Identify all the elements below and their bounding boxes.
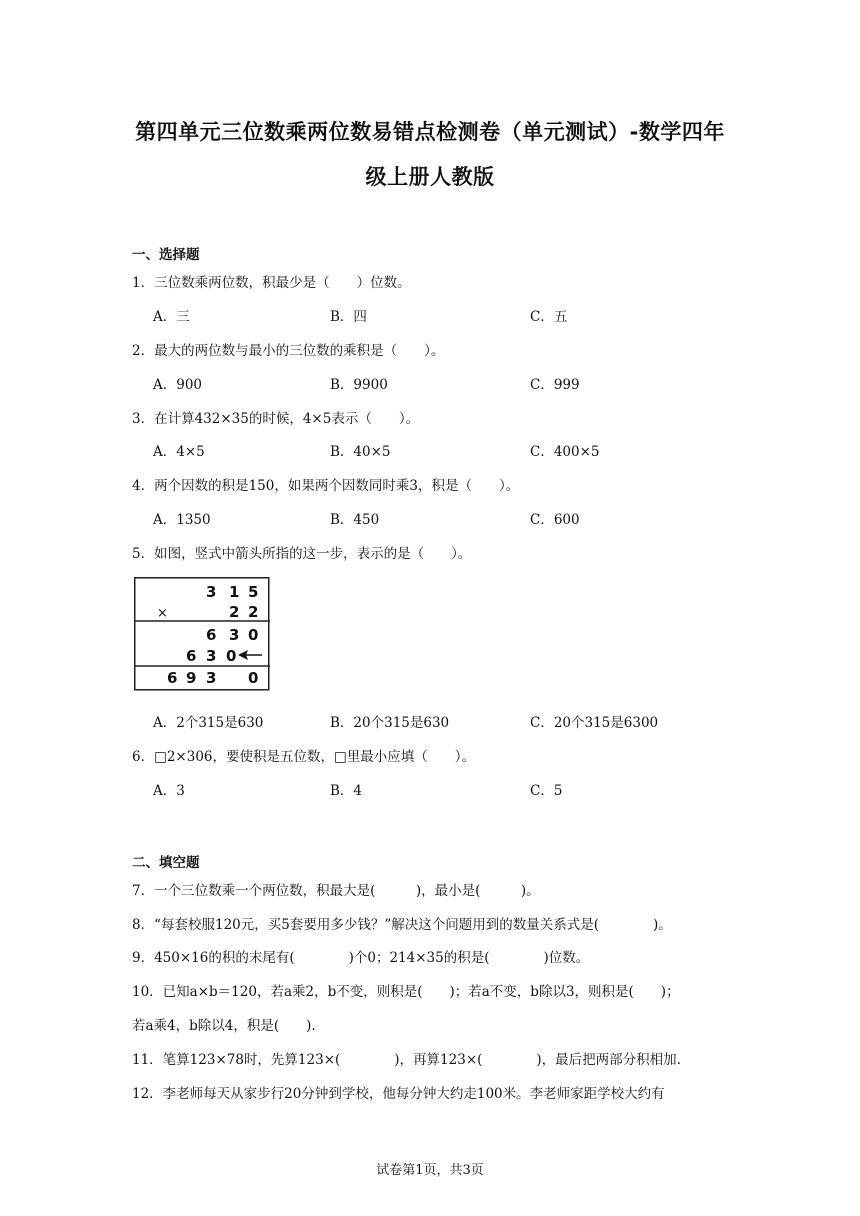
- option-a: A．900: [153, 377, 203, 393]
- digit: 0: [248, 669, 259, 687]
- digit: 3: [229, 626, 240, 644]
- option-b: B．450: [330, 512, 380, 528]
- option-a: A．3: [153, 783, 185, 799]
- question-11: 11．笔算123×78时，先算123×( )，再算123×( )，最后把两部分积相加.: [132, 1052, 681, 1068]
- option-a: A．1350: [153, 512, 211, 528]
- option-b: B．四: [330, 309, 367, 325]
- question-6: 6．□2×306，要使积是五位数，□里最小应填（ ）。: [132, 749, 476, 765]
- question-2: 2．最大的两位数与最小的三位数的乘积是（ ）。: [132, 343, 445, 359]
- vertical-multiplication-figure: [134, 577, 270, 691]
- question-10: 10．已知a×b＝120，若a乘2，b不变，则积是( )；若a不变，b除以3，则积是( )；: [132, 984, 680, 1000]
- digit: 1: [229, 583, 240, 601]
- question-1: 1．三位数乘两位数，积最少是（ ）位数。: [132, 275, 411, 291]
- option-c: C．600: [530, 512, 580, 528]
- digit: 5: [248, 583, 259, 601]
- question-7: 7．一个三位数乘一个两位数，积最大是( )，最小是( )。: [132, 883, 540, 899]
- option-b: B．9900: [330, 377, 388, 393]
- section-heading-fill: 二、填空题: [132, 855, 200, 871]
- option-c: C．20个315是6300: [530, 715, 659, 731]
- digit: 0: [248, 626, 259, 644]
- page-title-line2: 级上册人教版: [365, 165, 495, 189]
- digit: 6: [167, 669, 178, 687]
- digit: 3: [206, 647, 217, 665]
- question-3: 3．在计算432×35的时候，4×5表示（ ）。: [132, 411, 420, 427]
- option-c: C．五: [530, 309, 568, 325]
- multiply-sign: ×: [157, 606, 168, 621]
- digit: 6: [206, 626, 217, 644]
- digit: 6: [186, 647, 197, 665]
- page-title: 第四单元三位数乘两位数易错点检测卷（单元测试）-数学四年: [135, 120, 725, 144]
- question-10-continued: 若a乘4，b除以4，积是( ).: [132, 1018, 316, 1034]
- digit: 3: [206, 669, 217, 687]
- option-b: B．20个315是630: [330, 715, 450, 731]
- digit: 9: [186, 669, 197, 687]
- option-c: C．400×5: [530, 444, 600, 460]
- option-b: B．40×5: [330, 444, 391, 460]
- digit: 3: [206, 583, 217, 601]
- option-a: A．4×5: [153, 444, 205, 460]
- digit: 2: [248, 603, 259, 621]
- page-footer: 试卷第1页，共3页: [376, 1163, 484, 1178]
- question-8: 8．“每套校服120元，买5套要用多少钱？”解决这个问题用到的数量关系式是( )。: [132, 917, 672, 933]
- digit: 0: [226, 647, 237, 665]
- section-heading-choice: 一、选择题: [132, 247, 200, 263]
- arrow-left-icon: [238, 650, 262, 660]
- option-a: A．2个315是630: [153, 715, 264, 731]
- option-b: B．4: [330, 783, 363, 799]
- question-5: 5．如图，竖式中箭头所指的这一步，表示的是（ ）。: [132, 546, 472, 562]
- option-c: C．5: [530, 783, 563, 799]
- question-9: 9．450×16的积的末尾有( )个0；214×35的积是( )位数。: [132, 950, 590, 966]
- option-a: A．三: [153, 309, 190, 325]
- option-c: C．999: [530, 377, 580, 393]
- digit: 2: [229, 603, 240, 621]
- question-4: 4．两个因数的积是150，如果两个因数同时乘3，积是（ ）。: [132, 478, 520, 494]
- question-12: 12．李老师每天从家步行20分钟到学校，他每分钟大约走100米。李老师家距学校大约有: [132, 1086, 665, 1102]
